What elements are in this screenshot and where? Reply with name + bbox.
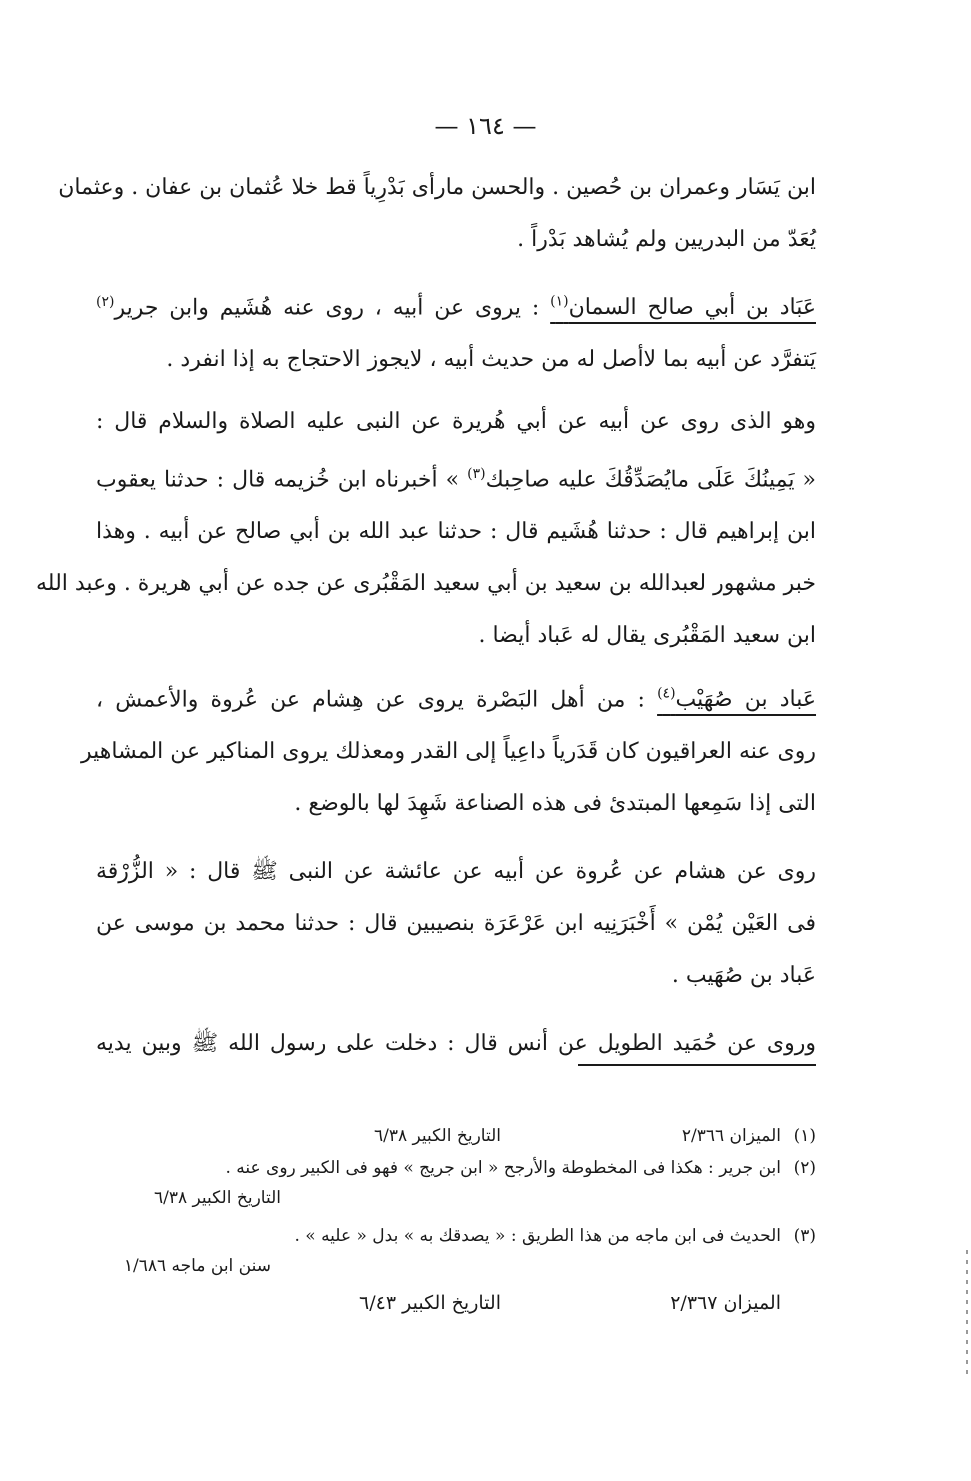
page-number: — ١٦٤ — [434, 112, 537, 140]
footnote-text: الميزان ٢/٣٦٧ [670, 1292, 781, 1314]
text-line: التى إذا سَمِعها المبتدئ فى هذه الصناعة شَهِدَ لها بالوضع . [294, 791, 816, 817]
text-line: ابن يَسَار وعمران بن حُصين . والحسن مارأى بَدْرِياً قط خلا عُثمان بن عفان . وعثمان [58, 175, 816, 200]
footnote-text: الميزان ٢/٣٦٦ [681, 1126, 781, 1146]
footnote-marker: (٢) [96, 294, 115, 310]
footnote-number: (١) [793, 1126, 816, 1146]
text-line: يُعَدّ من البدريين ولم يُشاهد بَدْراً . [517, 227, 816, 252]
text-line: ابن إبراهيم قال : حدثنا هُشَيم قال : حدثنا عبد الله بن أبي صالح عن أبيه . وهذا [96, 519, 816, 545]
footnote-text: التاريخ الكبير ٦/٣٨ [374, 1126, 501, 1146]
paragraph [58, 162, 816, 266]
footnote-number: (٣) [793, 1226, 816, 1246]
paragraph [36, 396, 816, 662]
footnote-marker: (١) [550, 294, 569, 310]
text-line: عَباد بن صُهَيب . [671, 963, 816, 988]
paragraph [96, 1018, 816, 1070]
text-line: يَتفرَّد عن أبيه بما لاأصل له من حديث أبيه ، لايجوز الاحتجاج به إذا انفرد . [166, 347, 816, 373]
text-line: روى عن هشام عن عُروة عن أبيه عن عائشة عن النبى ﷺ قال : « الزُّرْقة [96, 859, 816, 884]
paragraph [96, 846, 816, 1002]
text-line: خبر مشهور لعبدالله بن سعيد بن أبي سعيد المَقْبُرى عن جده عن أبي هريرة . وعبد الله [36, 571, 816, 597]
scan-edge-mark [966, 1250, 968, 1380]
text-line: فى العَيْن يُمْن » أَخْبَرَنِيه ابن عَرْعَرَة بنصيبين قال : حدثنا محمد بن موسى عن [96, 911, 816, 936]
text-line: وهو الذى روى عن أبيه عن أبي هُريرة عن النبى عليه الصلاة والسلام قال : [96, 409, 816, 434]
footnote-text: التاريخ الكبير ٦/٤٣ [359, 1292, 501, 1314]
footnote-text: التاريخ الكبير ٦/٣٨ [154, 1188, 281, 1208]
text-line: عَبَاد بن أبي صالح السمان$^{(١)}$ : يروى عن أبيه ، روى عنه هُشَيم وابن جرير$^{(٢)}$ [96, 294, 816, 321]
text-line: روى عنه العراقيون كان قَدَرياً داعِياً إلى القدر ومعذلك يروى المناكير عن المشاهير [81, 739, 816, 765]
text-line: ابن سعيد المَقْبُرى يقال له عَباد أيضا . [478, 623, 816, 649]
footnote-separator [578, 1064, 816, 1066]
text-line: « يَمِينُكَ عَلَى مايُصَدِّقُكَ عليه صاحِبك$^{(٣)}$ » أخبرناه ابن خُزيمه قال : حدثنا يعقوب [96, 466, 816, 493]
footnote-marker: (٤) [657, 686, 676, 702]
footnote-text: سنن ابن ماجه ١/٦٨٦ [123, 1256, 271, 1276]
text-line: عَباد بن صُهَيْب$^{(٤)}$ : من أهل البَصْرة يروى عن هِشام عن عُروة والأعمش ، [96, 686, 817, 713]
footnote-number: (٢) [793, 1158, 816, 1178]
text-line: وروى عن حُمَيد الطويل عن أنس قال : دخلت على رسول الله ﷺ وبين يديه [96, 1031, 816, 1056]
entry-name: عَباد بن صُهَيْب$^{(٤)}$ [657, 686, 817, 713]
biography-entry [81, 668, 817, 830]
footnote-marker: (٣) [467, 466, 486, 482]
footnote-text: ابن جرير : هكذا فى المخطوطة والأرجح « ابن جريج » فهو فى الكبير روى عنه . [225, 1158, 781, 1178]
footnote-text: الحديث فى ابن ماجه من هذا الطريق : « يصدقك به » بدل « عليه » . [294, 1226, 781, 1246]
biography-entry [96, 276, 816, 386]
entry-name: عَبَاد بن أبي صالح السمان$^{(١)}$ [550, 294, 816, 321]
